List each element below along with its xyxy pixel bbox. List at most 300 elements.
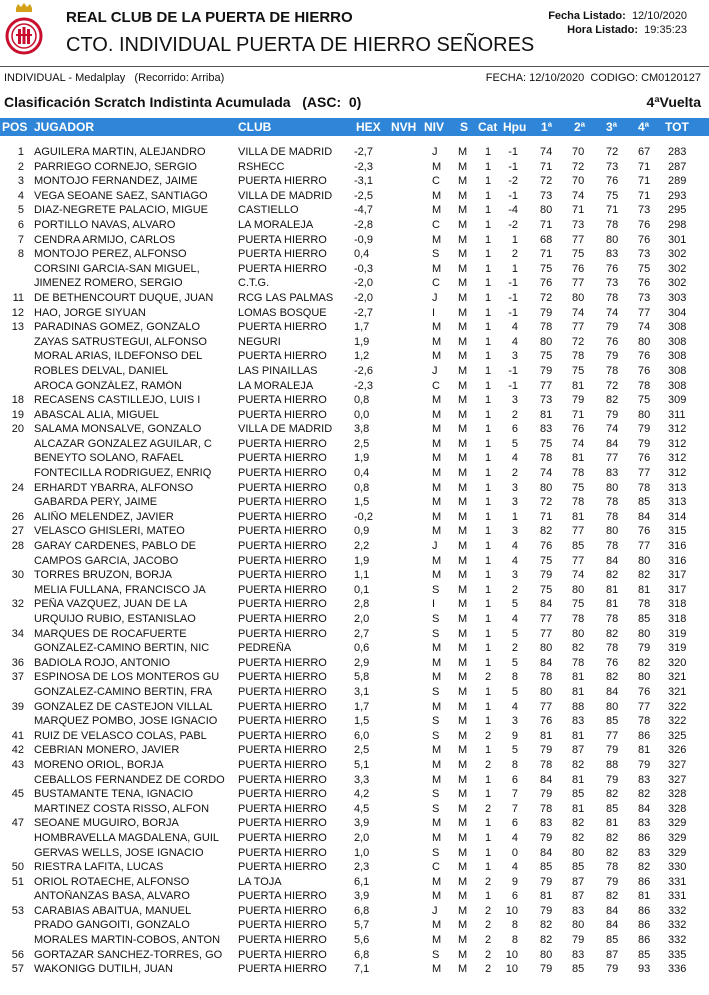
row-round-4: 80 [638, 408, 651, 421]
row-total: 303 [668, 291, 687, 304]
row-round-2: 75 [572, 598, 585, 611]
row-hex: 5,1 [354, 758, 370, 771]
club-crest-icon [4, 2, 44, 58]
row-hpu: 10 [505, 963, 518, 976]
row-round-4: 77 [638, 700, 651, 713]
row-player-name: ABASCAL ALIA, MIGUEL [34, 408, 159, 421]
col-header-hpu: Hpu [503, 120, 527, 134]
row-total: 315 [668, 525, 687, 538]
row-round-4: 76 [638, 218, 651, 231]
row-hex: 0,8 [354, 481, 370, 494]
row-hpu: 6 [511, 423, 518, 436]
row-pos: 18 [11, 394, 24, 407]
row-hex: -0,2 [354, 510, 373, 523]
row-club: PUERTA HIERRO [238, 729, 327, 742]
table-row [0, 482, 709, 497]
row-round-2: 85 [572, 540, 585, 553]
row-round-1: 77 [540, 700, 553, 713]
row-club: LAS PINAILLAS [238, 364, 318, 377]
row-round-1: 85 [540, 861, 553, 874]
row-pos: 27 [11, 525, 24, 538]
row-total: 321 [668, 671, 687, 684]
row-total: 329 [668, 817, 687, 830]
row-sex: M [458, 233, 468, 246]
row-player-name: CARABIAS ABAITUA, MANUEL [34, 904, 192, 917]
row-category: 2 [485, 875, 492, 888]
row-niv: M [432, 642, 442, 655]
row-category: 1 [485, 204, 492, 217]
row-total: 308 [668, 364, 687, 377]
row-category: 1 [485, 642, 492, 655]
row-round-4: 78 [638, 379, 651, 392]
row-round-1: 80 [540, 481, 553, 494]
row-category: 1 [485, 364, 492, 377]
row-hpu: 5 [511, 627, 518, 640]
row-sex: M [458, 175, 468, 188]
row-hpu: 8 [511, 671, 518, 684]
row-round-2: 79 [572, 394, 585, 407]
row-sex: M [458, 218, 468, 231]
row-hex: 6,8 [354, 948, 370, 961]
row-sex: M [458, 773, 468, 786]
row-total: 316 [668, 554, 687, 567]
row-total: 335 [668, 948, 687, 961]
row-player-name: GORTAZAR SANCHEZ-TORRES, GO [34, 948, 223, 961]
row-category: 1 [485, 423, 492, 436]
row-round-3: 82 [606, 846, 619, 859]
row-round-1: 79 [540, 831, 553, 844]
row-round-3: 85 [606, 715, 619, 728]
table-row [0, 642, 709, 657]
row-round-4: 76 [638, 233, 651, 246]
row-club: PUERTA HIERRO [238, 233, 327, 246]
row-round-4: 81 [638, 583, 651, 596]
row-total: 327 [668, 758, 687, 771]
row-niv: S [432, 802, 440, 815]
row-sex: M [458, 510, 468, 523]
row-niv: J [432, 146, 438, 158]
row-niv: M [432, 437, 442, 450]
row-player-name: PARRIEGO CORNEJO, SERGIO [34, 160, 197, 173]
row-sex: M [458, 788, 468, 801]
row-round-3: 84 [606, 685, 619, 698]
row-player-name: GONZALEZ DE CASTEJON VILLAL [34, 700, 213, 713]
row-hex: 2,7 [354, 627, 370, 640]
row-hex: 1,7 [354, 700, 370, 713]
row-round-2: 82 [572, 758, 585, 771]
row-niv: M [432, 481, 442, 494]
row-round-2: 75 [572, 481, 585, 494]
row-player-name: ALIÑO MELENDEZ, JAVIER [34, 510, 174, 523]
row-category: 1 [485, 408, 492, 421]
row-round-3: 87 [606, 948, 619, 961]
row-round-2: 72 [572, 335, 585, 348]
row-club: PUERTA HIERRO [238, 744, 327, 757]
row-round-2: 81 [572, 773, 585, 786]
row-round-1: 82 [540, 919, 553, 932]
table-row [0, 175, 709, 190]
row-niv: J [432, 291, 438, 304]
row-player-name: RUIZ DE VELASCO COLAS, PABL [34, 729, 207, 742]
row-player-name: GARAY CARDENES, PABLO DE [34, 540, 196, 553]
col-header-pos: POS [2, 120, 28, 134]
row-sex: M [458, 846, 468, 859]
row-hpu: 2 [511, 467, 518, 480]
row-round-3: 79 [606, 773, 619, 786]
row-round-1: 75 [540, 437, 553, 450]
row-round-1: 82 [540, 934, 553, 947]
row-round-3: 81 [606, 598, 619, 611]
row-total: 316 [668, 540, 687, 553]
row-hpu: -1 [508, 306, 518, 319]
row-round-2: 87 [572, 744, 585, 757]
row-sex: M [458, 948, 468, 961]
row-club: LA TOJA [238, 875, 282, 888]
row-total: 312 [668, 437, 687, 450]
row-niv: S [432, 788, 440, 801]
row-round-2: 71 [572, 204, 585, 217]
row-player-name: MARQUES DE ROCAFUERTE [34, 627, 187, 640]
row-total: 327 [668, 773, 687, 786]
row-category: 1 [485, 335, 492, 348]
row-club: PUERTA HIERRO [238, 948, 327, 961]
table-row [0, 263, 709, 278]
row-round-3: 82 [606, 627, 619, 640]
row-round-4: 71 [638, 175, 651, 188]
row-hex: 6,1 [354, 875, 370, 888]
table-row [0, 832, 709, 847]
row-round-3: 77 [606, 452, 619, 465]
row-round-3: 78 [606, 861, 619, 874]
row-round-4: 78 [638, 715, 651, 728]
row-total: 302 [668, 248, 687, 261]
row-round-2: 81 [572, 452, 585, 465]
row-total: 312 [668, 452, 687, 465]
row-round-1: 72 [540, 291, 553, 304]
row-pos: 50 [11, 861, 24, 874]
row-hex: 5,6 [354, 934, 370, 947]
row-niv: M [432, 160, 442, 173]
row-round-3: 79 [606, 744, 619, 757]
col-header-total: TOT [665, 120, 689, 134]
row-round-1: 71 [540, 510, 553, 523]
row-hpu: 6 [511, 890, 518, 903]
row-hex: 2,0 [354, 831, 370, 844]
row-round-4: 82 [638, 569, 651, 582]
table-row [0, 161, 709, 176]
row-total: 332 [668, 934, 687, 947]
row-hpu: -1 [508, 291, 518, 304]
row-hpu: 7 [511, 802, 518, 815]
table-row [0, 628, 709, 643]
row-sex: M [458, 861, 468, 874]
row-player-name: BENEYTO SOLANO, RAFAEL [34, 452, 184, 465]
row-round-2: 74 [572, 569, 585, 582]
row-player-name: RIESTRA LAFITA, LUCAS [34, 861, 164, 874]
row-pos: 51 [11, 875, 24, 888]
row-total: 312 [668, 423, 687, 436]
row-total: 320 [668, 656, 687, 669]
row-pos: 24 [11, 481, 24, 494]
row-round-2: 81 [572, 729, 585, 742]
row-club: PUERTA HIERRO [238, 467, 327, 480]
row-total: 304 [668, 306, 687, 319]
row-player-name: PRADO GANGOITI, GONZALO [34, 919, 190, 932]
table-row [0, 613, 709, 628]
row-sex: M [458, 685, 468, 698]
row-category: 1 [485, 627, 492, 640]
row-sex: M [458, 744, 468, 757]
row-player-name: MONTOJO PEREZ, ALFONSO [34, 248, 187, 261]
row-round-2: 75 [572, 364, 585, 377]
row-hex: 2,5 [354, 744, 370, 757]
row-total: 313 [668, 481, 687, 494]
row-hpu: 3 [511, 569, 518, 582]
row-sex: M [458, 160, 468, 173]
row-niv: M [432, 204, 442, 217]
row-round-3: 84 [606, 554, 619, 567]
table-row [0, 686, 709, 701]
row-round-1: 77 [540, 627, 553, 640]
row-round-1: 78 [540, 758, 553, 771]
row-hpu: 5 [511, 656, 518, 669]
row-total: 301 [668, 233, 687, 246]
row-sex: M [458, 423, 468, 436]
row-round-2: 83 [572, 715, 585, 728]
row-round-4: 86 [638, 904, 651, 917]
row-round-4: 86 [638, 919, 651, 932]
row-niv: M [432, 554, 442, 567]
row-sex: M [458, 452, 468, 465]
row-niv: M [432, 394, 442, 407]
row-round-4: 86 [638, 729, 651, 742]
row-round-1: 83 [540, 423, 553, 436]
row-round-4: 74 [638, 321, 651, 334]
row-pos: 11 [12, 291, 24, 304]
col-header-nvh: NVH [391, 120, 417, 134]
row-round-4: 78 [638, 481, 651, 494]
row-category: 2 [485, 948, 492, 961]
row-hex: 0,6 [354, 642, 370, 655]
row-sex: M [458, 919, 468, 932]
row-category: 1 [485, 510, 492, 523]
row-round-1: 81 [540, 729, 553, 742]
row-round-2: 78 [572, 350, 585, 363]
row-round-3: 80 [606, 481, 619, 494]
row-round-3: 79 [606, 875, 619, 888]
row-sex: M [458, 394, 468, 407]
row-sex: M [458, 598, 468, 611]
row-club: PUERTA HIERRO [238, 554, 327, 567]
row-sex: M [458, 321, 468, 334]
row-round-1: 75 [540, 554, 553, 567]
row-round-3: 85 [606, 802, 619, 815]
col-header-round-3: 3ª [606, 120, 618, 134]
row-round-4: 93 [638, 963, 651, 976]
row-round-1: 80 [540, 642, 553, 655]
row-round-4: 85 [638, 613, 651, 625]
row-round-4: 80 [638, 627, 651, 640]
table-row [0, 277, 709, 292]
table-row [0, 307, 709, 322]
fecha-codigo: FECHA: 12/10/2020 CODIGO: CM0120127 [485, 72, 701, 84]
row-round-2: 72 [572, 160, 585, 173]
row-category: 1 [485, 321, 492, 334]
row-total: 322 [668, 700, 687, 713]
row-niv: M [432, 525, 442, 538]
row-pos: 30 [11, 569, 24, 582]
table-row [0, 423, 709, 438]
classification-title: Clasificación Scratch Indistinta Acumulada (ASC: 0) [4, 94, 362, 110]
row-category: 1 [485, 218, 492, 231]
row-category: 1 [485, 379, 492, 392]
row-round-3: 78 [606, 496, 619, 509]
row-player-name: CENDRA ARMIJO, CARLOS [34, 233, 176, 246]
row-sex: M [458, 642, 468, 655]
row-round-3: 80 [606, 525, 619, 538]
row-player-name: RECASENS CASTILLEJO, LUIS I [34, 394, 201, 407]
row-hpu: 1 [511, 233, 518, 246]
row-round-4: 85 [638, 948, 651, 961]
row-hex: 1,5 [354, 496, 370, 509]
row-hpu: 8 [511, 758, 518, 771]
row-round-1: 83 [540, 817, 553, 830]
row-category: 1 [485, 146, 492, 158]
row-club: PUERTA HIERRO [238, 262, 327, 275]
row-round-1: 73 [540, 394, 553, 407]
row-player-name: AGUILERA MARTIN, ALEJANDRO [34, 146, 206, 158]
row-hex: -2,0 [354, 277, 373, 290]
row-round-2: 75 [572, 248, 585, 261]
row-round-1: 79 [540, 904, 553, 917]
row-hpu: 3 [511, 394, 518, 407]
row-hex: 1,7 [354, 321, 370, 334]
row-player-name: JIMENEZ ROMERO, SERGIO [34, 277, 183, 290]
table-row [0, 890, 709, 905]
row-pos: 32 [11, 598, 24, 611]
row-niv: M [432, 831, 442, 844]
row-club: PUERTA HIERRO [238, 671, 327, 684]
row-round-1: 78 [540, 802, 553, 815]
table-row [0, 774, 709, 789]
row-niv: M [432, 452, 442, 465]
row-club: PUERTA HIERRO [238, 758, 327, 771]
row-total: 309 [668, 394, 687, 407]
row-niv: S [432, 729, 440, 742]
hora-listado-value: 19:35:23 [644, 24, 687, 36]
row-round-4: 80 [638, 335, 651, 348]
row-round-1: 74 [540, 467, 553, 480]
row-niv: C [432, 379, 440, 392]
row-category: 1 [485, 773, 492, 786]
row-total: 319 [668, 642, 687, 655]
row-niv: I [432, 306, 436, 319]
row-hex: 2,9 [354, 656, 370, 669]
row-round-2: 77 [572, 321, 585, 334]
row-round-1: 71 [540, 160, 553, 173]
row-sex: M [458, 758, 468, 771]
row-niv: S [432, 846, 440, 859]
row-hpu: -2 [508, 218, 518, 231]
row-hpu: 4 [511, 861, 518, 874]
row-niv: C [432, 175, 440, 188]
row-round-3: 83 [606, 467, 619, 480]
table-row [0, 963, 709, 978]
row-round-3: 84 [606, 437, 619, 450]
row-round-2: 74 [572, 189, 585, 202]
row-niv: M [432, 233, 442, 246]
row-sex: M [458, 496, 468, 509]
row-hex: 2,0 [354, 613, 370, 625]
row-club: PUERTA HIERRO [238, 700, 327, 713]
row-round-2: 77 [572, 525, 585, 538]
row-round-2: 76 [572, 423, 585, 436]
row-club: RSHECC [238, 160, 285, 173]
row-club: PUERTA HIERRO [238, 496, 327, 509]
table-row [0, 803, 709, 818]
row-round-3: 82 [606, 394, 619, 407]
row-round-3: 76 [606, 262, 619, 275]
row-pos: 56 [11, 948, 24, 961]
row-niv: M [432, 467, 442, 480]
table-row [0, 219, 709, 234]
row-round-1: 79 [540, 569, 553, 582]
row-player-name: ERHARDT YBARRA, ALFONSO [34, 481, 194, 494]
row-round-2: 83 [572, 904, 585, 917]
row-player-name: VELASCO GHISLERI, MATEO [34, 525, 185, 538]
row-round-1: 68 [540, 233, 553, 246]
row-hpu: 5 [511, 598, 518, 611]
row-round-1: 76 [540, 540, 553, 553]
col-header-round-2: 2ª [574, 120, 586, 134]
row-hpu: -1 [508, 277, 518, 290]
row-sex: M [458, 875, 468, 888]
row-hpu: 4 [511, 335, 518, 348]
row-niv: M [432, 321, 442, 334]
row-round-2: 78 [572, 656, 585, 669]
row-category: 1 [485, 262, 492, 275]
row-round-1: 79 [540, 875, 553, 888]
row-round-4: 83 [638, 817, 651, 830]
row-round-4: 83 [638, 846, 651, 859]
row-player-name: PEÑA VAZQUEZ, JUAN DE LA [34, 598, 188, 611]
row-round-1: 84 [540, 656, 553, 669]
row-player-name: GONZALEZ-CAMINO BERTIN, FRA [34, 685, 213, 698]
row-club: PEDREÑA [238, 642, 292, 655]
row-round-3: 79 [606, 321, 619, 334]
row-round-1: 84 [540, 846, 553, 859]
row-total: 329 [668, 831, 687, 844]
row-hex: -2,3 [354, 160, 373, 173]
row-round-3: 85 [606, 934, 619, 947]
listing-meta [548, 9, 687, 37]
table-row [0, 876, 709, 891]
table-row [0, 321, 709, 336]
row-round-3: 81 [606, 817, 619, 830]
row-sex: M [458, 248, 468, 261]
row-sex: M [458, 204, 468, 217]
row-hex: 1,5 [354, 715, 370, 728]
row-category: 1 [485, 437, 492, 450]
row-category: 1 [485, 233, 492, 246]
row-player-name: MORENO ORIOL, BORJA [34, 758, 164, 771]
row-player-name: CAMPOS GARCIA, JACOBO [34, 554, 179, 567]
row-sex: M [458, 350, 468, 363]
row-sex: M [458, 656, 468, 669]
row-sex: M [458, 481, 468, 494]
row-round-1: 76 [540, 277, 553, 290]
row-total: 283 [668, 146, 687, 158]
